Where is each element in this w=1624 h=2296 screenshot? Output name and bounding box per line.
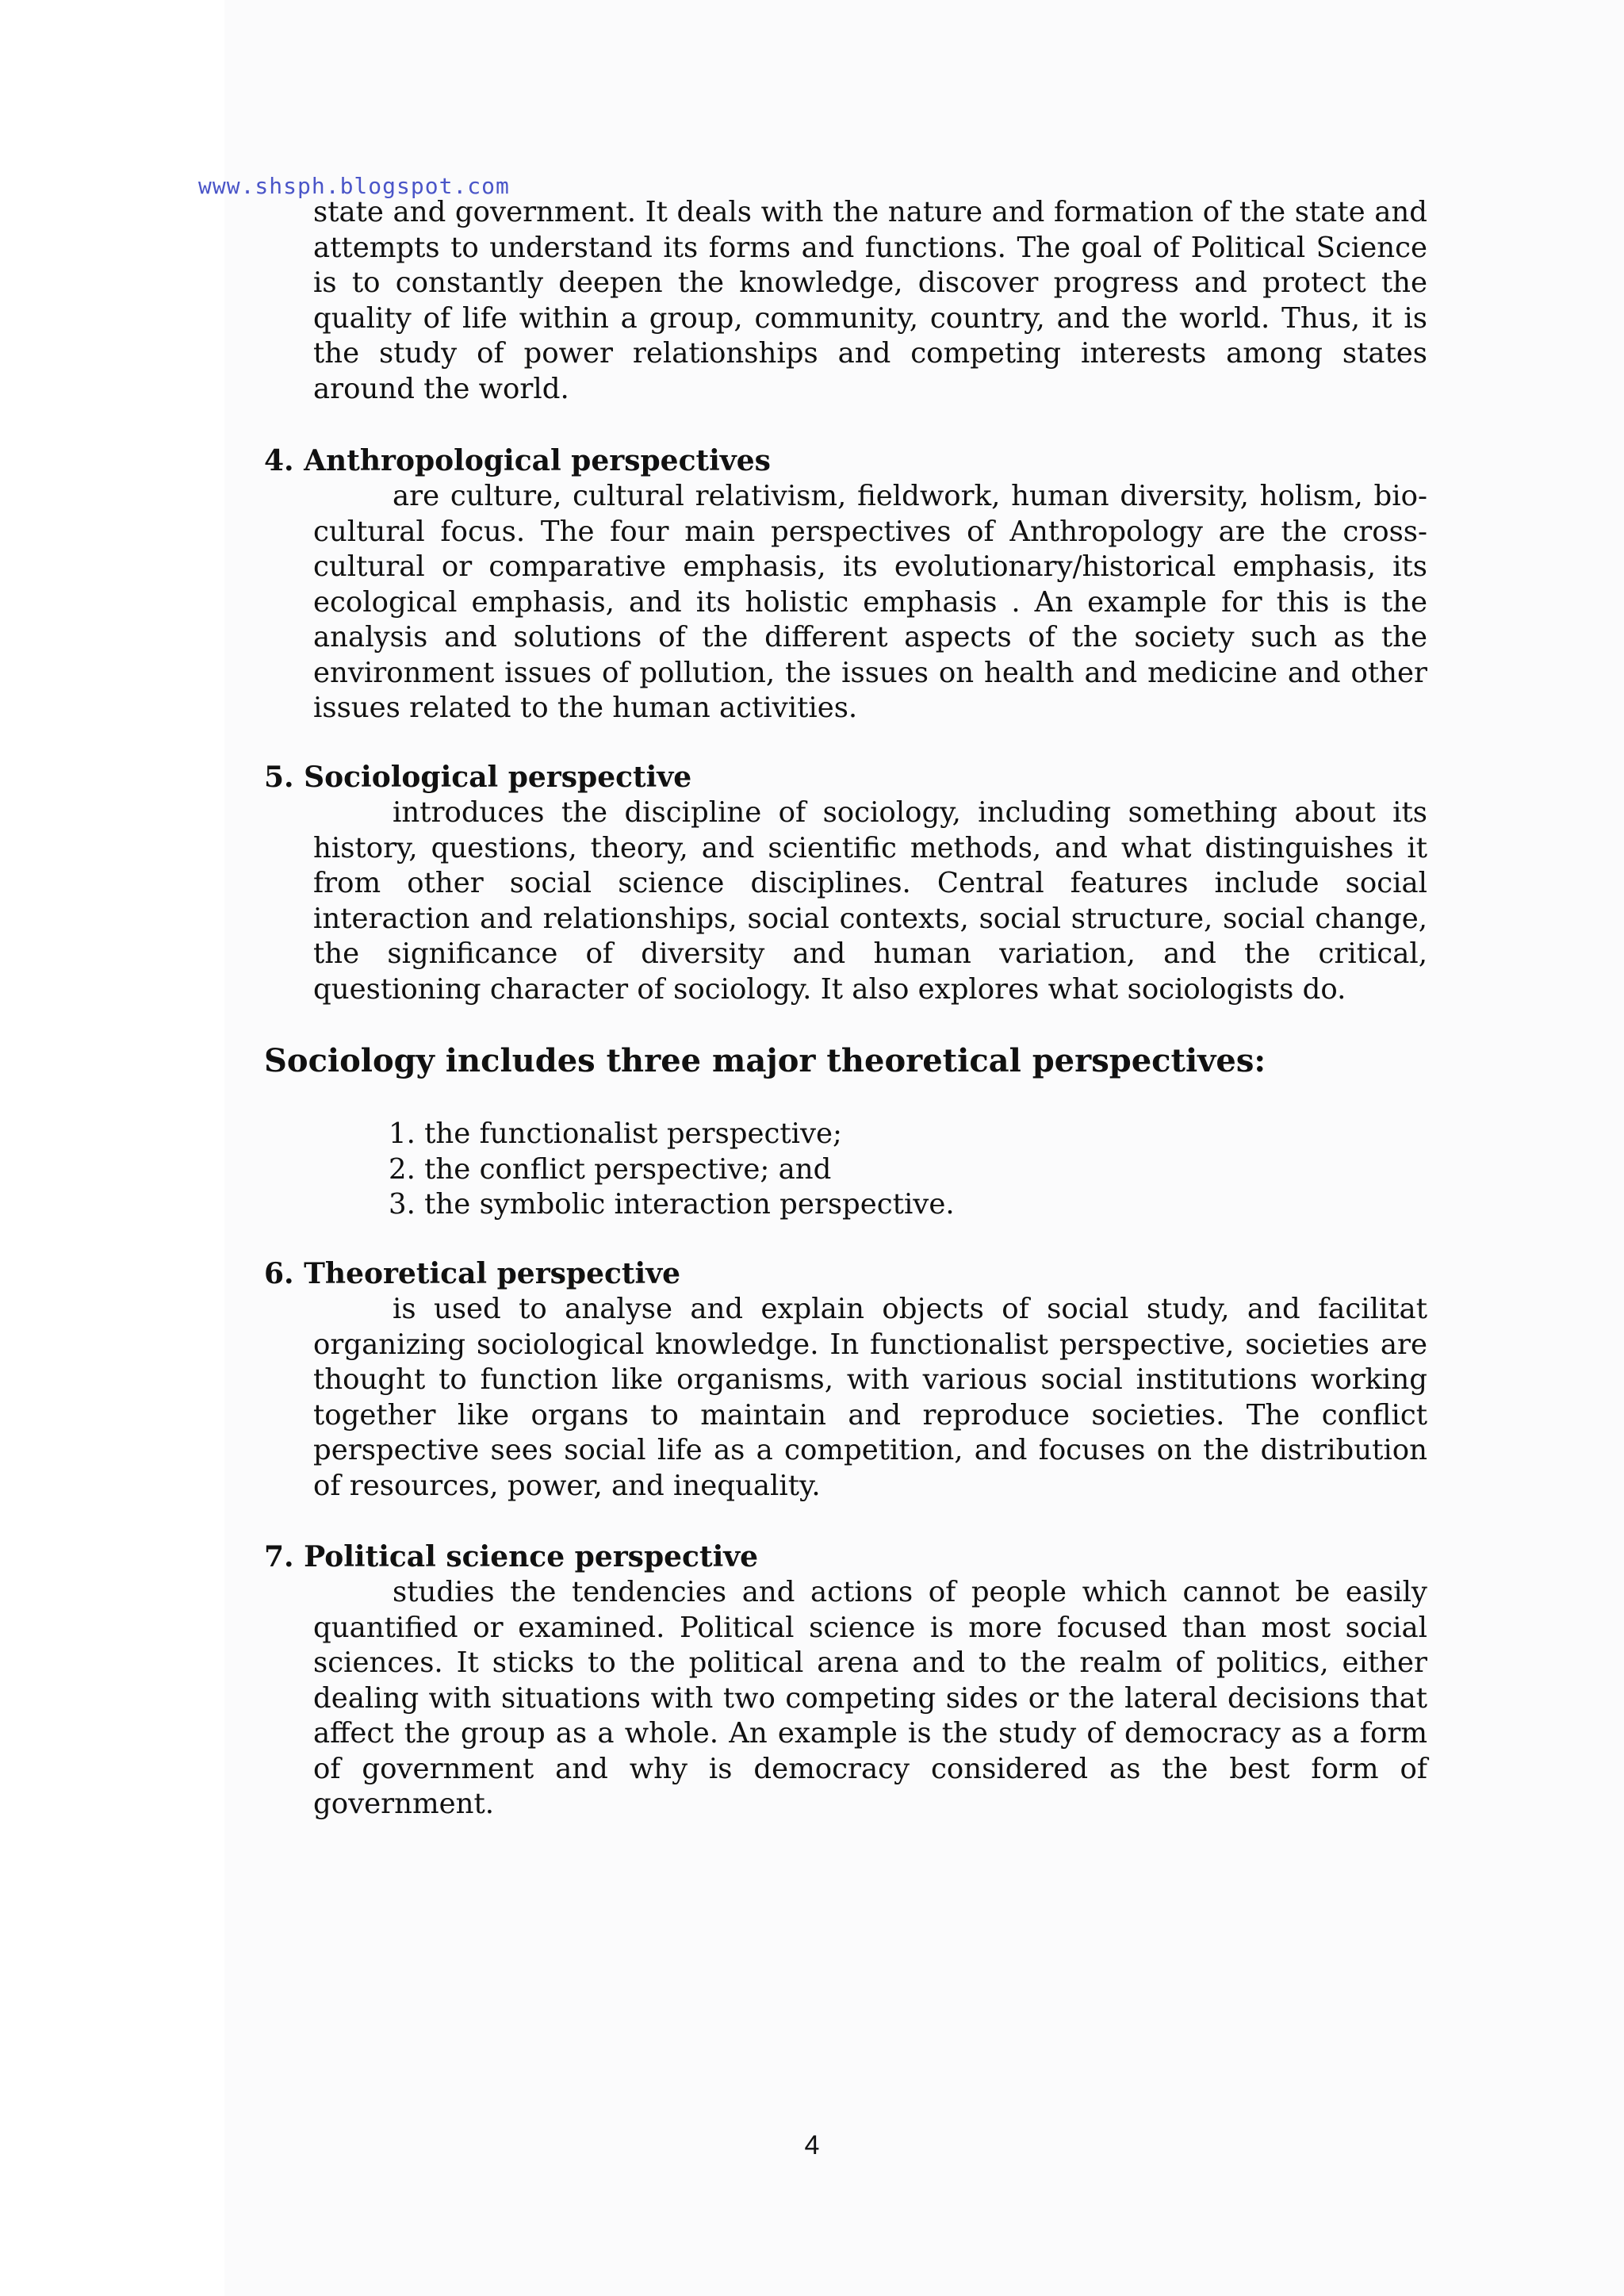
intro-paragraph — [313, 195, 1427, 407]
watermark-url: www.shsph.blogspot.com — [198, 173, 510, 199]
section-body-sociological-text: introduces the discipline of sociology, including something about its history, questions, theory, and scientific methods, and what distinguishes it from other social science disciplines. Central features include social interaction and relationships, social contexts, social structure, social change, the significance of diversity and human variation, and the critical, questioning character of sociology. It also explores what sociologists do. — [313, 796, 1427, 1006]
theoretical-perspectives-heading: Sociology includes three major theoretical perspectives: — [264, 1042, 1266, 1079]
section-body-theoretical — [313, 1292, 1427, 1504]
section-heading-sociological: 5. Sociological perspective — [264, 761, 692, 794]
list-item: 2. the conflict perspective; and — [389, 1152, 832, 1186]
section-body-political-text: studies the tendencies and actions of people which cannot be easily quantified or examined. Political science is more focused than most social sciences. It sticks to the political arena and to the realm of politics, either dealing with situations with two competing sides or the lateral decisions that affect the group as a whole. An example is the study of democracy as a form of government and why is democracy considered as the best form of government. — [313, 1576, 1427, 1820]
section-body-theoretical-text: is used to analyse and explain objects of social study, and facilitat organizing sociological knowledge. In functionalist perspective, societies are thought to function like organisms, with various social institutions working together like organs to maintain and reproduce societies. The conflict perspective sees social life as a competition, and focuses on the distribution of resources, power, and inequality. — [313, 1293, 1427, 1502]
section-body-anthropological-text: are culture, cultural relativism, fieldwork, human diversity, holism, bio-cultural focus. The four main perspectives of Anthropology are the cross-cultural or comparative emphasis, its evolutionary/historical emphasis, its ecological emphasis, and its holistic emphasis . An example for this is the analysis and solutions of the different aspects of the society such as the environment issues of pollution, the issues on health and medicine and other issues related to the human activities. — [313, 480, 1427, 724]
section-heading-theoretical: 6. Theoretical perspective — [264, 1257, 681, 1290]
section-heading-anthropological: 4. Anthropological perspectives — [264, 444, 771, 477]
list-item: 1. the functionalist perspective; — [389, 1117, 843, 1150]
list-item: 3. the symbolic interaction perspective. — [389, 1188, 955, 1221]
section-heading-political: 7. Political science perspective — [264, 1540, 759, 1573]
section-body-sociological — [313, 795, 1427, 1007]
section-body-political — [313, 1575, 1427, 1823]
section-body-anthropological — [313, 479, 1427, 726]
intro-paragraph-text: state and government. It deals with the nature and formation of the state and attempts to understand its forms and functions. The goal of Political Science is to constantly deepen the knowledge, discover progress and protect the quality of life within a group, community, country, and the world. Thus, it is the study of power relationships and competing interests among states around the world. — [313, 196, 1427, 405]
page-number: 4 — [804, 2130, 820, 2160]
theoretical-perspectives-list — [389, 1117, 955, 1223]
